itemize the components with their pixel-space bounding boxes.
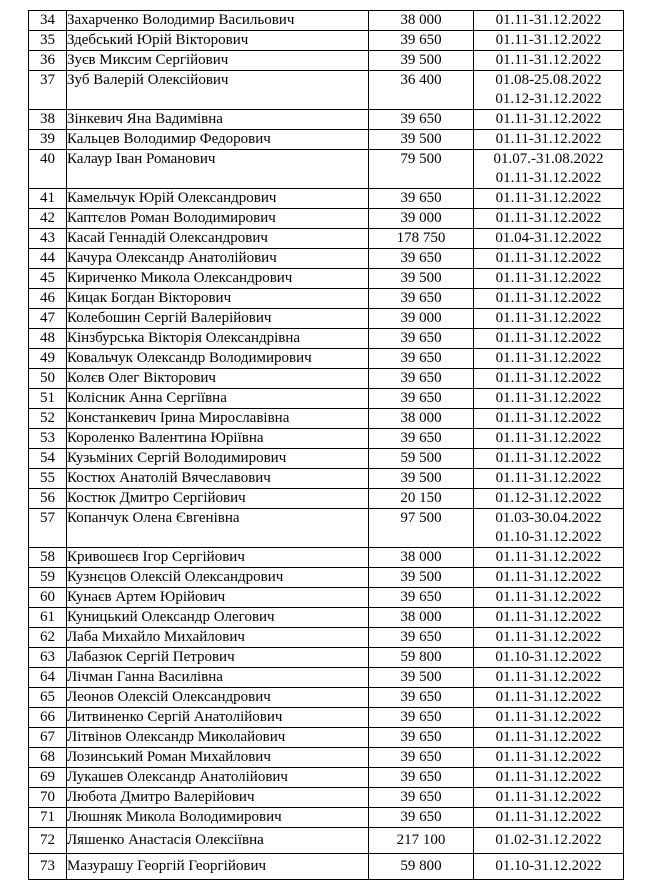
person-name-cell: Констанкевич Ірина Мирославівна (67, 409, 369, 429)
person-name-cell: Костюх Анатолій Вячеславович (67, 469, 369, 489)
amount-cell: 59 800 (369, 648, 474, 668)
amount-cell: 39 650 (369, 31, 474, 51)
amount-cell: 39 500 (369, 269, 474, 289)
date-range: 01.11-31.12.2022 (495, 131, 602, 147)
row-number-cell: 45 (29, 269, 67, 289)
table-row (29, 130, 624, 150)
date-period-cell (474, 509, 624, 548)
table-row (29, 51, 624, 71)
date-period-cell (474, 588, 624, 608)
amount-cell: 97 500 (369, 509, 474, 548)
row-number-cell: 69 (29, 768, 67, 788)
date-range: 01.11-31.12.2022 (495, 749, 602, 765)
date-range: 01.11-31.12.2022 (495, 390, 602, 406)
amount-cell: 39 650 (369, 748, 474, 768)
row-number-cell: 44 (29, 249, 67, 269)
table-row (29, 808, 624, 828)
amount-cell: 38 000 (369, 608, 474, 628)
date-period-cell (474, 269, 624, 289)
amount-cell: 39 650 (369, 349, 474, 369)
table-row (29, 449, 624, 469)
date-range: 01.11-31.12.2022 (495, 450, 602, 466)
date-range: 01.11-31.12.2022 (495, 32, 602, 48)
row-number-cell: 34 (29, 11, 67, 31)
date-range: 01.11-31.12.2022 (495, 669, 602, 685)
date-period-cell (474, 728, 624, 748)
row-number-cell: 65 (29, 688, 67, 708)
date-period-cell (474, 349, 624, 369)
date-range: 01.11-31.12.2022 (495, 809, 602, 825)
person-name-cell: Каптєлов Роман Володимирович (67, 209, 369, 229)
person-name-cell: Ковальчук Олександр Володимирович (67, 349, 369, 369)
person-name-cell: Калаур Іван Романович (67, 150, 369, 189)
table-row (29, 249, 624, 269)
date-period-cell (474, 189, 624, 209)
amount-cell: 20 150 (369, 489, 474, 509)
date-range: 01.10-31.12.2022 (495, 858, 602, 874)
row-number-cell: 57 (29, 509, 67, 548)
date-period-cell (474, 708, 624, 728)
date-range: 01.11-31.12.2022 (495, 330, 602, 346)
date-range: 01.11-31.12.2022 (495, 350, 602, 366)
amount-cell: 39 650 (369, 688, 474, 708)
amount-cell: 39 500 (369, 130, 474, 150)
amount-cell: 39 650 (369, 329, 474, 349)
amount-cell: 39 650 (369, 389, 474, 409)
date-range: 01.11-31.12.2022 (495, 250, 602, 266)
date-period-cell (474, 289, 624, 309)
amount-cell: 217 100 (369, 828, 474, 854)
row-number-cell: 53 (29, 429, 67, 449)
amount-cell: 59 800 (369, 854, 474, 880)
date-period-cell (474, 668, 624, 688)
person-name-cell: Зуб Валерій Олексійович (67, 71, 369, 110)
date-range: 01.11-31.12.2022 (495, 689, 602, 705)
amount-cell: 39 650 (369, 110, 474, 130)
row-number-cell: 52 (29, 409, 67, 429)
person-name-cell: Здебський Юрій Вікторович (67, 31, 369, 51)
row-number-cell: 47 (29, 309, 67, 329)
row-number-cell: 72 (29, 828, 67, 854)
person-name-cell: Лічман Ганна Василівна (67, 668, 369, 688)
person-name-cell: Куницький Олександр Олегович (67, 608, 369, 628)
amount-cell: 39 650 (369, 189, 474, 209)
amount-cell: 178 750 (369, 229, 474, 249)
person-name-cell: Люшняк Микола Володимирович (67, 808, 369, 828)
row-number-cell: 70 (29, 788, 67, 808)
table-row (29, 489, 624, 509)
table-row (29, 628, 624, 648)
date-period-cell (474, 854, 624, 880)
date-range: 01.11-31.12.2022 (495, 609, 602, 625)
date-period-cell (474, 688, 624, 708)
date-range: 01.12-31.12.2022 (495, 490, 602, 506)
date-period-cell (474, 389, 624, 409)
amount-cell: 39 650 (369, 808, 474, 828)
date-period-cell (474, 489, 624, 509)
row-number-cell: 56 (29, 489, 67, 509)
date-range: 01.11-31.12.2022 (495, 12, 602, 28)
date-period-cell (474, 110, 624, 130)
row-number-cell: 54 (29, 449, 67, 469)
row-number-cell: 62 (29, 628, 67, 648)
date-period-cell (474, 31, 624, 51)
person-name-cell: Кузнєцов Олексій Олександрович (67, 568, 369, 588)
person-name-cell: Колебошин Сергій Валерійович (67, 309, 369, 329)
row-number-cell: 59 (29, 568, 67, 588)
date-range: 01.11-31.12.2022 (495, 629, 602, 645)
person-name-cell: Мазурашу Георгій Георгійович (67, 854, 369, 880)
date-range: 01.11-31.12.2022 (495, 729, 602, 745)
person-name-cell: Костюк Дмитро Сергійович (67, 489, 369, 509)
table-row (29, 469, 624, 489)
date-period-cell (474, 429, 624, 449)
row-number-cell: 63 (29, 648, 67, 668)
person-name-cell: Кальцев Володимир Федорович (67, 130, 369, 150)
table-row (29, 854, 624, 880)
table-row (29, 369, 624, 389)
row-number-cell: 46 (29, 289, 67, 309)
person-name-cell: Зінкевич Яна Вадимівна (67, 110, 369, 130)
table-row (29, 329, 624, 349)
person-name-cell: Любота Дмитро Валерійович (67, 788, 369, 808)
date-range: 01.11-31.12.2022 (495, 111, 602, 127)
amount-cell: 39 650 (369, 588, 474, 608)
person-name-cell: Кузьміних Сергій Володимирович (67, 449, 369, 469)
table-row (29, 509, 624, 548)
table-row (29, 748, 624, 768)
date-period-cell (474, 11, 624, 31)
row-number-cell: 50 (29, 369, 67, 389)
amount-cell: 39 650 (369, 429, 474, 449)
date-period-cell (474, 130, 624, 150)
date-range: 01.12-31.12.2022 (495, 91, 602, 107)
row-number-cell: 38 (29, 110, 67, 130)
amount-cell: 38 000 (369, 548, 474, 568)
table-row (29, 150, 624, 189)
person-name-cell: Касай Геннадій Олександрович (67, 229, 369, 249)
date-range: 01.11-31.12.2022 (495, 410, 602, 426)
date-range: 01.11-31.12.2022 (495, 210, 602, 226)
amount-cell: 38 000 (369, 409, 474, 429)
person-name-cell: Літвінов Олександр Миколайович (67, 728, 369, 748)
row-number-cell: 41 (29, 189, 67, 209)
table-row (29, 269, 624, 289)
date-range: 01.11-31.12.2022 (495, 310, 602, 326)
date-range: 01.11-31.12.2022 (495, 190, 602, 206)
row-number-cell: 73 (29, 854, 67, 880)
date-range: 01.11-31.12.2022 (495, 170, 602, 186)
date-period-cell (474, 808, 624, 828)
row-number-cell: 58 (29, 548, 67, 568)
row-number-cell: 48 (29, 329, 67, 349)
row-number-cell: 61 (29, 608, 67, 628)
person-name-cell: Захарченко Володимир Васильович (67, 11, 369, 31)
person-name-cell: Лабазюк Сергій Петрович (67, 648, 369, 668)
table-row (29, 588, 624, 608)
date-range: 01.11-31.12.2022 (495, 270, 602, 286)
row-number-cell: 67 (29, 728, 67, 748)
person-name-cell: Кривошеєв Ігор Сергійович (67, 548, 369, 568)
table-row (29, 788, 624, 808)
table-row (29, 209, 624, 229)
date-range: 01.03-30.04.2022 (495, 510, 602, 526)
person-name-cell: Леонов Олексій Олександрович (67, 688, 369, 708)
row-number-cell: 36 (29, 51, 67, 71)
payments-table (28, 10, 624, 880)
person-name-cell: Колісник Анна Сергіївна (67, 389, 369, 409)
date-period-cell (474, 648, 624, 668)
date-range: 01.11-31.12.2022 (495, 290, 602, 306)
row-number-cell: 42 (29, 209, 67, 229)
table-row (29, 309, 624, 329)
person-name-cell: Лозинський Роман Михайлович (67, 748, 369, 768)
row-number-cell: 43 (29, 229, 67, 249)
person-name-cell: Лукашев Олександр Анатолійович (67, 768, 369, 788)
date-range: 01.10-31.12.2022 (495, 529, 602, 545)
amount-cell: 36 400 (369, 71, 474, 110)
table-row (29, 289, 624, 309)
date-period-cell (474, 568, 624, 588)
table-row (29, 389, 624, 409)
payments-table-body (29, 11, 624, 880)
table-row (29, 189, 624, 209)
table-row (29, 71, 624, 110)
date-range: 01.11-31.12.2022 (495, 789, 602, 805)
date-period-cell (474, 628, 624, 648)
date-period-cell (474, 788, 624, 808)
date-period-cell (474, 249, 624, 269)
date-range: 01.02-31.12.2022 (495, 832, 602, 848)
person-name-cell: Короленко Валентина Юріївна (67, 429, 369, 449)
amount-cell: 59 500 (369, 449, 474, 469)
amount-cell: 39 650 (369, 708, 474, 728)
table-row (29, 349, 624, 369)
row-number-cell: 49 (29, 349, 67, 369)
person-name-cell: Камельчук Юрій Олександрович (67, 189, 369, 209)
table-row (29, 409, 624, 429)
amount-cell: 39 650 (369, 768, 474, 788)
table-row (29, 648, 624, 668)
date-period-cell (474, 469, 624, 489)
row-number-cell: 37 (29, 71, 67, 110)
person-name-cell: Кінзбурська Вікторія Олександрівна (67, 329, 369, 349)
table-row (29, 110, 624, 130)
amount-cell: 39 650 (369, 628, 474, 648)
amount-cell: 39 650 (369, 289, 474, 309)
date-period-cell (474, 369, 624, 389)
table-row (29, 229, 624, 249)
amount-cell: 39 650 (369, 369, 474, 389)
date-range: 01.11-31.12.2022 (495, 370, 602, 386)
table-row (29, 11, 624, 31)
person-name-cell: Зуєв Миксим Сергійович (67, 51, 369, 71)
date-period-cell (474, 449, 624, 469)
date-period-cell (474, 71, 624, 110)
amount-cell: 39 500 (369, 668, 474, 688)
person-name-cell: Кириченко Микола Олександрович (67, 269, 369, 289)
person-name-cell: Качура Олександр Анатолійович (67, 249, 369, 269)
table-row (29, 668, 624, 688)
date-range: 01.11-31.12.2022 (495, 709, 602, 725)
date-period-cell (474, 229, 624, 249)
table-row (29, 828, 624, 854)
row-number-cell: 35 (29, 31, 67, 51)
row-number-cell: 71 (29, 808, 67, 828)
date-range: 01.10-31.12.2022 (495, 649, 602, 665)
date-range: 01.11-31.12.2022 (495, 549, 602, 565)
row-number-cell: 51 (29, 389, 67, 409)
amount-cell: 38 000 (369, 11, 474, 31)
amount-cell: 79 500 (369, 150, 474, 189)
date-range: 01.07.-31.08.2022 (493, 151, 604, 167)
row-number-cell: 64 (29, 668, 67, 688)
row-number-cell: 55 (29, 469, 67, 489)
amount-cell: 39 500 (369, 568, 474, 588)
date-period-cell (474, 150, 624, 189)
table-row (29, 708, 624, 728)
date-period-cell (474, 748, 624, 768)
row-number-cell: 39 (29, 130, 67, 150)
date-period-cell (474, 828, 624, 854)
table-row (29, 548, 624, 568)
person-name-cell: Кицак Богдан Вікторович (67, 289, 369, 309)
table-row (29, 688, 624, 708)
person-name-cell: Лаба Михайло Михайлович (67, 628, 369, 648)
date-period-cell (474, 51, 624, 71)
date-range: 01.11-31.12.2022 (495, 470, 602, 486)
table-row (29, 608, 624, 628)
person-name-cell: Кунаєв Артем Юрійович (67, 588, 369, 608)
date-range: 01.11-31.12.2022 (495, 589, 602, 605)
amount-cell: 39 500 (369, 469, 474, 489)
date-period-cell (474, 329, 624, 349)
person-name-cell: Ляшенко Анастасія Олексіївна (67, 828, 369, 854)
date-period-cell (474, 608, 624, 628)
date-range: 01.11-31.12.2022 (495, 569, 602, 585)
date-period-cell (474, 209, 624, 229)
amount-cell: 39 650 (369, 249, 474, 269)
table-row (29, 429, 624, 449)
date-range: 01.11-31.12.2022 (495, 769, 602, 785)
amount-cell: 39 000 (369, 209, 474, 229)
amount-cell: 39 000 (369, 309, 474, 329)
date-period-cell (474, 548, 624, 568)
person-name-cell: Литвиненко Сергій Анатолійович (67, 708, 369, 728)
date-period-cell (474, 409, 624, 429)
row-number-cell: 66 (29, 708, 67, 728)
amount-cell: 39 650 (369, 728, 474, 748)
date-range: 01.11-31.12.2022 (495, 430, 602, 446)
row-number-cell: 60 (29, 588, 67, 608)
date-range: 01.04-31.12.2022 (495, 230, 602, 246)
amount-cell: 39 500 (369, 51, 474, 71)
amount-cell: 39 650 (369, 788, 474, 808)
table-row (29, 768, 624, 788)
row-number-cell: 68 (29, 748, 67, 768)
table-row (29, 31, 624, 51)
person-name-cell: Копанчук Олена Євгенівна (67, 509, 369, 548)
date-range: 01.08-25.08.2022 (495, 72, 602, 88)
date-period-cell (474, 309, 624, 329)
date-period-cell (474, 768, 624, 788)
table-row (29, 568, 624, 588)
date-range: 01.11-31.12.2022 (495, 52, 602, 68)
person-name-cell: Колєв Олег Вікторович (67, 369, 369, 389)
table-row (29, 728, 624, 748)
row-number-cell: 40 (29, 150, 67, 189)
